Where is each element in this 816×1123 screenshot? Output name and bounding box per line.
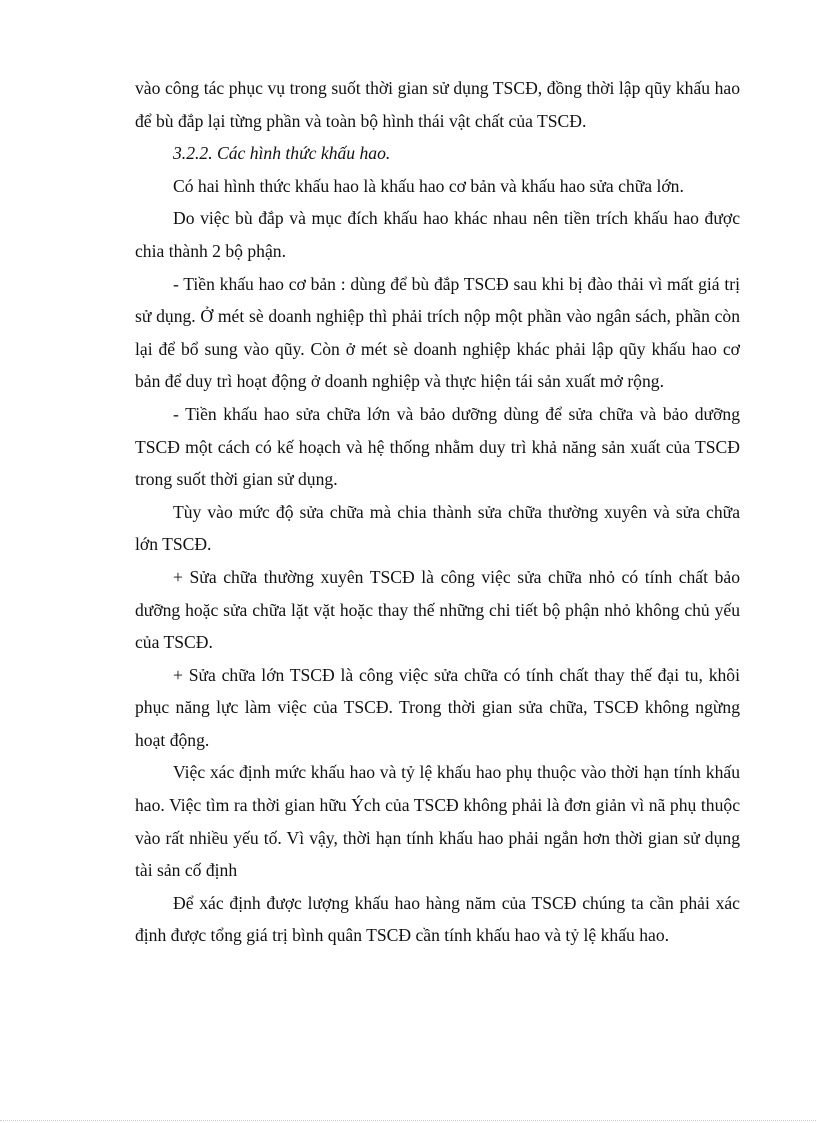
paragraph: Để xác định được lượng khấu hao hàng năm của TSCĐ chúng ta cần phải xác định được tổng giá trị bình quân TSCĐ cần tính khấu hao và tỷ lệ khấu hao.	[135, 892, 740, 946]
page-bottom-divider	[0, 1120, 816, 1121]
paragraph: Do việc bù đắp và mục đích khấu hao khác nhau nên tiền trích khấu hao được chia thành 2 bộ phận.	[135, 208, 740, 261]
paragraph: Có hai hình thức khấu hao là khấu hao cơ bản và khấu hao sửa chữa lớn.	[173, 175, 684, 196]
paragraph: + Sửa chữa lớn TSCĐ là công việc sửa chữa có tính chất thay thế đại tu, khôi phục năng lực làm việc của TSCĐ. Trong thời gian sửa chữa, TSCĐ không ngừng hoạt động.	[135, 664, 740, 750]
section-heading: 3.2.2. Các hình thức khấu hao.	[173, 143, 391, 164]
paragraph: Tùy vào mức độ sửa chữa mà chia thành sửa chữa thường xuyên và sửa chữa lớn TSCĐ.	[135, 501, 740, 555]
paragraph-continuation: vào công tác phục vụ trong suốt thời gian sử dụng TSCĐ, đồng thời lập qũy khấu hao để bù đắp lại từng phần và toàn bộ hình thái vật chất của TSCĐ.	[135, 78, 740, 131]
paragraph: + Sửa chữa thường xuyên TSCĐ là công việc sửa chữa nhỏ có tính chất bảo dưỡng hoặc sửa chữa lặt vặt hoặc thay thế những chi tiết bộ phận nhỏ không chủ yếu của TSCĐ.	[135, 566, 740, 653]
paragraph: - Tiền khấu hao cơ bản : dùng để bù đắp TSCĐ sau khi bị đào thải vì mất giá trị sử dụng. Ở mét sè doanh nghiệp thì phải trích nộp một phần vào ngân sách, phần còn lại để bổ sung vào qũy. Còn ở mét sè doanh nghiệp khác phải lập qũy khấu hao cơ bản để duy trì hoạt động ở doanh nghiệp và thực hiện tái sản xuất mở rộng.	[135, 273, 740, 392]
paragraph: Việc xác định mức khấu hao và tỷ lệ khấu hao phụ thuộc vào thời hạn tính khấu hao. Việc tìm ra thời gian hữu Ých của TSCĐ không phải là đơn giản vì nã phụ thuộc vào rất nhiều yếu tố. Vì vậy, thời hạn tính khấu hao phải ngắn hơn thời gian sử dụng tài sản cố định	[135, 762, 740, 881]
paragraph: - Tiền khấu hao sửa chữa lớn và bảo dưỡng dùng để sửa chữa và bảo dưỡng TSCĐ một cách có kế hoạch và hệ thống nhằm duy trì khả năng sản xuất của TSCĐ trong suốt thời gian sử dụng.	[135, 403, 740, 490]
document-page	[135, 72, 740, 952]
